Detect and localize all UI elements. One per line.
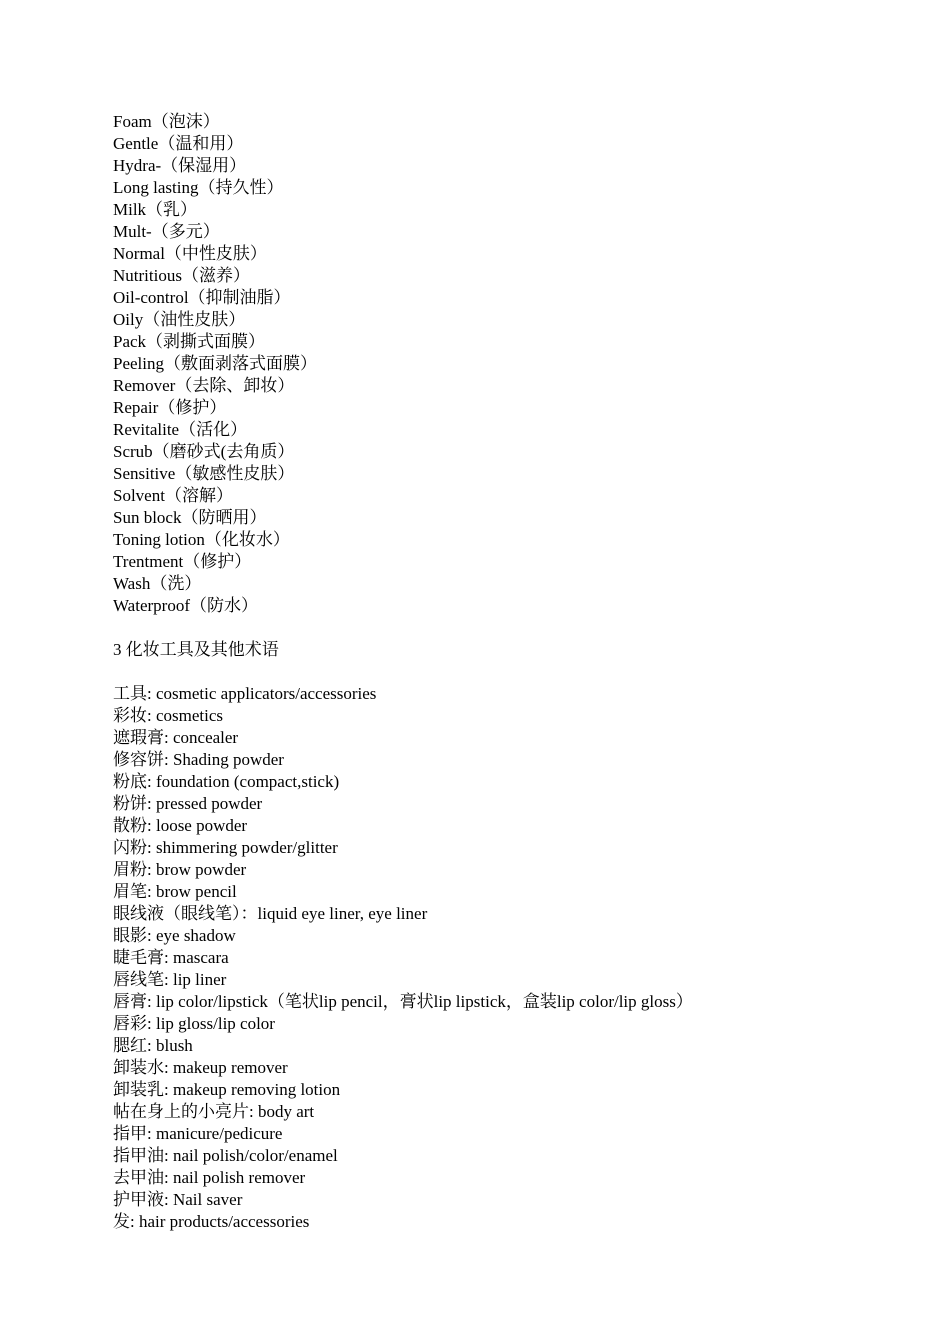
- tool-item: 去甲油: nail polish remover: [113, 1168, 306, 1187]
- term-item: Sun block（防晒用）: [113, 508, 267, 527]
- tool-item: 唇彩: lip gloss/lip color: [113, 1014, 275, 1033]
- tool-item: 睫毛膏: mascara: [113, 948, 229, 967]
- term-item: Waterproof（防水）: [113, 596, 258, 615]
- term-item: Hydra-（保湿用）: [113, 156, 247, 175]
- spacer: [113, 661, 913, 683]
- tools-list: [113, 683, 913, 1233]
- tool-item: 闪粉: shimmering powder/glitter: [113, 838, 338, 857]
- term-item: Revitalite（活化）: [113, 420, 248, 439]
- term-item: Toning lotion（化妆水）: [113, 530, 290, 549]
- tool-item: 指甲: manicure/pedicure: [113, 1124, 283, 1143]
- term-item: Milk（乳）: [113, 200, 198, 219]
- term-item: Sensitive（敏感性皮肤）: [113, 464, 295, 483]
- term-item: Long lasting（持久性）: [113, 178, 284, 197]
- document-page: [113, 111, 913, 1233]
- tool-item: 唇膏: lip color/lipstick（笔状lip pencil，膏状lip lipstick，盒装lip color/lip gloss）: [113, 992, 693, 1011]
- tool-item: 修容饼: Shading powder: [113, 750, 284, 769]
- term-item: Wash（洗）: [113, 574, 202, 593]
- term-item: Oily（油性皮肤）: [113, 310, 246, 329]
- tool-item: 遮瑕膏: concealer: [113, 728, 239, 747]
- term-item: Repair（修护）: [113, 398, 227, 417]
- tool-item: 散粉: loose powder: [113, 816, 248, 835]
- tool-item: 指甲油: nail polish/color/enamel: [113, 1146, 338, 1165]
- tool-item: 彩妆: cosmetics: [113, 706, 224, 725]
- tool-item: 工具: cosmetic applicators/accessories: [113, 684, 377, 703]
- tool-item: 腮红: blush: [113, 1036, 193, 1055]
- tool-item: 护甲液: Nail saver: [113, 1190, 243, 1209]
- tool-item: 卸装水: makeup remover: [113, 1058, 288, 1077]
- tool-item: 眉笔: brow pencil: [113, 882, 237, 901]
- section-heading: 3 化妆工具及其他术语: [113, 640, 279, 659]
- term-list: [113, 111, 913, 617]
- term-item: Normal（中性皮肤）: [113, 244, 267, 263]
- term-item: Nutritious（滋养）: [113, 266, 250, 285]
- term-item: Remover（去除、卸妆）: [113, 376, 295, 395]
- term-item: Scrub（磨砂式(去角质）: [113, 442, 295, 461]
- term-item: Pack（剥撕式面膜）: [113, 332, 266, 351]
- spacer: [113, 617, 913, 639]
- term-item: Gentle（温和用）: [113, 134, 244, 153]
- tool-item: 唇线笔: lip liner: [113, 970, 227, 989]
- tool-item: 粉饼: pressed powder: [113, 794, 263, 813]
- tool-item: 发: hair products/accessories: [113, 1212, 310, 1231]
- term-item: Foam（泡沫）: [113, 112, 220, 131]
- term-item: Oil-control（抑制油脂）: [113, 288, 291, 307]
- term-item: Mult-（多元）: [113, 222, 220, 241]
- tool-item: 帖在身上的小亮片: body art: [113, 1102, 315, 1121]
- term-item: Trentment（修护）: [113, 552, 252, 571]
- tool-item: 眼线液（眼线笔）：liquid eye liner, eye liner: [113, 904, 428, 923]
- tool-item: 卸装乳: makeup removing lotion: [113, 1080, 341, 1099]
- term-item: Solvent（溶解）: [113, 486, 233, 505]
- tool-item: 眉粉: brow powder: [113, 860, 247, 879]
- term-item: Peeling（敷面剥落式面膜）: [113, 354, 317, 373]
- tool-item: 粉底: foundation (compact,stick): [113, 772, 340, 791]
- tool-item: 眼影: eye shadow: [113, 926, 236, 945]
